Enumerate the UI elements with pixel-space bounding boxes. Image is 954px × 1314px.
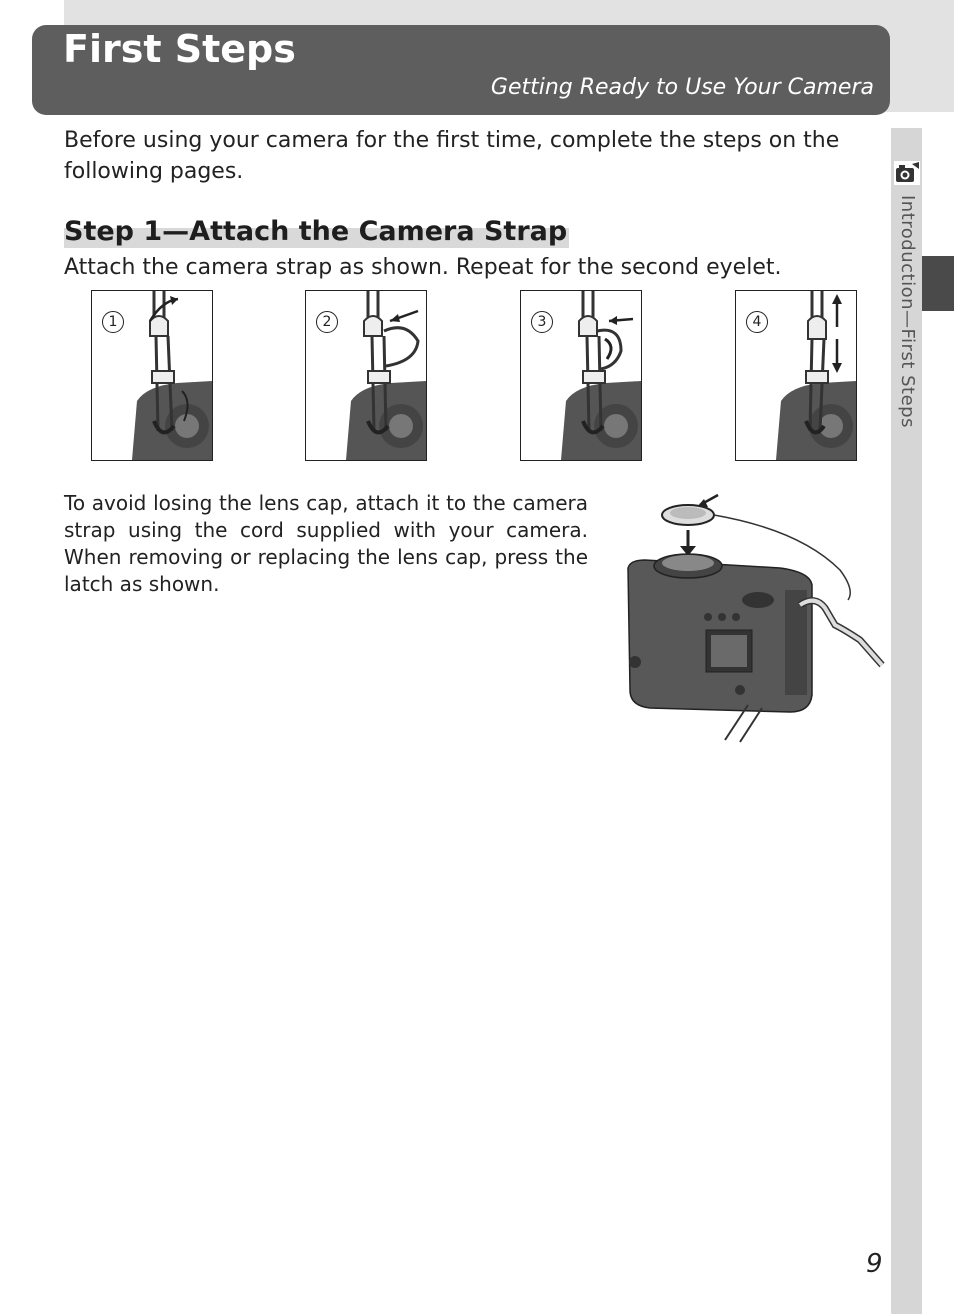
header	[32, 25, 890, 115]
camera-icon	[893, 160, 921, 186]
step-number-badge: 2	[316, 311, 338, 333]
page-number: 9	[866, 1249, 883, 1279]
step-number-badge: 4	[746, 311, 768, 333]
step-heading: Step 1—Attach the Camera Strap	[64, 216, 568, 247]
intro-text: Before using your camera for the first time, complete the steps on the following pages.	[64, 128, 840, 184]
strap-step-image-2	[305, 290, 427, 461]
strap-step-image-4	[735, 290, 857, 461]
step-text: Attach the camera strap as shown. Repeat for the second eyelet.	[64, 255, 782, 280]
camera-lens-cap-illustration	[600, 490, 886, 745]
strap-step-image-1	[91, 290, 213, 461]
section-tab	[922, 256, 954, 311]
step-number-badge: 3	[531, 311, 553, 333]
section-label: Introduction—First Steps	[897, 195, 918, 428]
page-subtitle: Getting Ready to Use Your Camera	[490, 75, 874, 100]
strap-step-image-3	[520, 290, 642, 461]
page-title: First Steps	[63, 27, 296, 71]
step-number-badge: 1	[102, 311, 124, 333]
lens-cap-text: To avoid losing the lens cap, attach it to the camera strap using the cord supplied with your camera. When removing or replacing the lens cap, press the latch as shown.	[64, 491, 588, 596]
